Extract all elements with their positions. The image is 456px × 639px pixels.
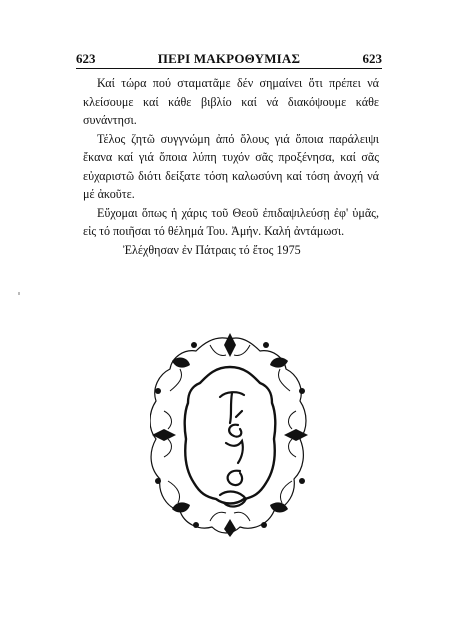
page-number-left: 623 bbox=[76, 51, 96, 66]
running-header bbox=[76, 51, 382, 69]
date-line: Ἐλέχθησαν ἐν Πάτραις τό ἔτος 1975 bbox=[123, 242, 301, 257]
paragraph-2: Τέλος ζητῶ συγγνώμη ἀπό ὅλους γιά ὅποια παράλειψι ἔκανα καί γιά ὅποια λύπη τυχόν σᾶς προξένησα, καί σᾶς εὐχαριστῶ διότι δείξατε τόση καλωσύνη καί τόση ἀνοχή νά μέ ἀκοῦτε. bbox=[83, 131, 379, 201]
paragraph-1: Καί τώρα πού σταματᾶμε δέν σημαίνει ὅτι πρέπει νά κλείσουμε καί κάθε βιβλίο καί νά διακόψουμε κάθε συνάντησι. bbox=[83, 76, 379, 127]
running-title: ΠΕΡΙ ΜΑΚΡΟΘΥΜΙΑΣ bbox=[157, 51, 301, 66]
ornament-tailpiece bbox=[150, 331, 310, 537]
page-number-right: 623 bbox=[362, 51, 382, 66]
header-rule bbox=[76, 68, 382, 69]
paragraph-3: Εὔχομαι ὅπως ἡ χάρις τοῦ Θεοῦ ἐπιδαψιλεύσῃ ἐφ' ὑμᾶς, εἰς τό ποιῆσαι τό θέλημά Του. Ἀμήν. Καλή ἀντάμωσι. bbox=[83, 205, 379, 238]
body-text bbox=[83, 74, 379, 259]
scan-speck bbox=[18, 292, 20, 295]
